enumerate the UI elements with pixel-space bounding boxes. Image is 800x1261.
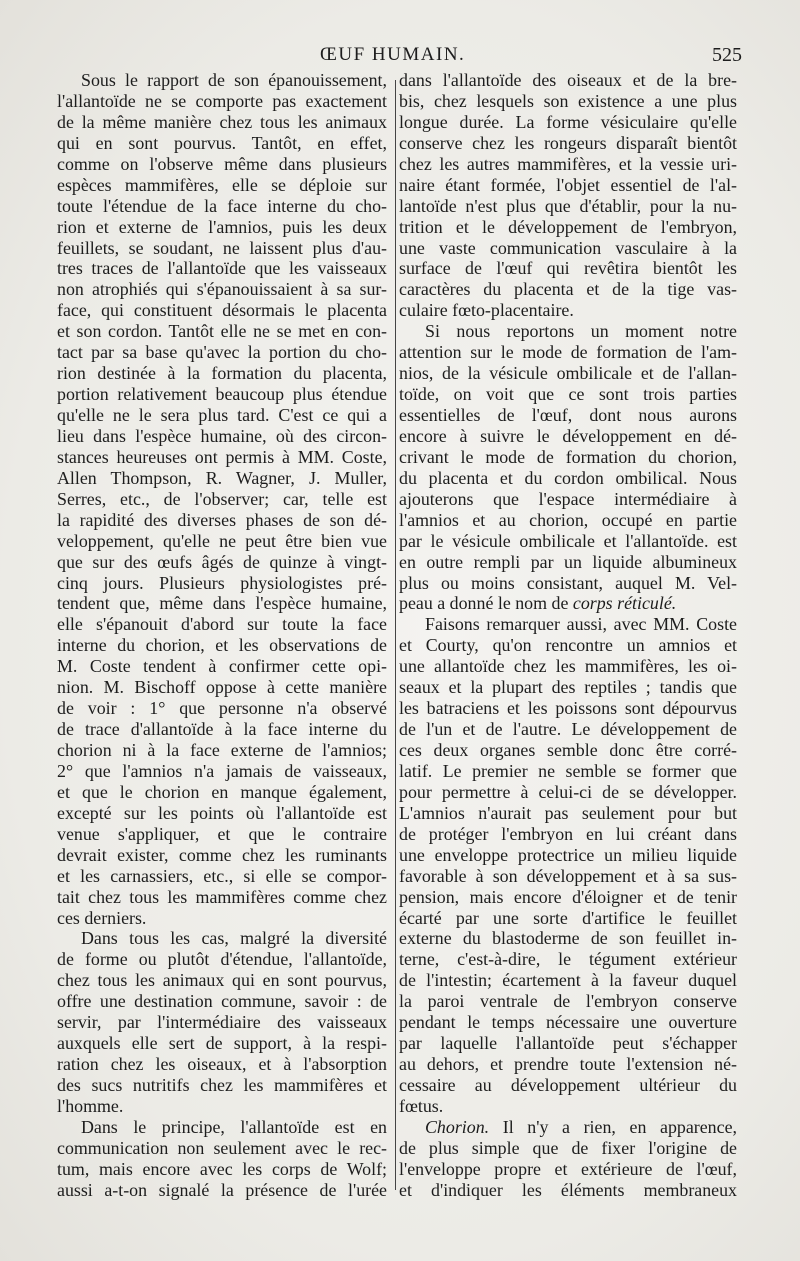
line-text: de protéger l'embryon en lui créant dans (399, 823, 737, 844)
line-text: L'amnios n'aurait pas seulement pour but (399, 802, 737, 823)
text-line (57, 133, 387, 154)
text-line (57, 698, 387, 719)
line-text: les batraciens et les poissons sont dépourvus (399, 698, 737, 719)
line-text: excepté sur les points où l'allantoïde est (57, 802, 387, 823)
line-text: que sur des œufs âgés de quinze à vingt- (57, 551, 387, 572)
line-text: lantoïde n'est plus que d'établir, pour la nu- (399, 195, 737, 216)
line-text: pension, mais encore d'éloigner et de tenir (399, 886, 737, 907)
text-line (57, 740, 387, 761)
line-text: lieu dans l'espèce humaine, où des circon- (57, 425, 387, 446)
line-text: de l'un et de l'autre. Le développement de (399, 719, 737, 740)
line-text: servir, par l'intermédiaire des vaisseaux (57, 1012, 387, 1033)
text-line (57, 656, 387, 677)
line-text: 2° que l'amnios n'a jamais de vaisseaux, (57, 760, 387, 781)
line-text: pendant le temps nécessaire une ouverture (399, 1012, 737, 1033)
left-column (57, 70, 393, 1201)
text-line (57, 614, 387, 635)
line-text: une allantoïde chez les mammifères, les oi- (399, 656, 737, 677)
text-line (57, 217, 387, 238)
text-line (57, 949, 387, 970)
text-line (57, 112, 387, 133)
text-line (399, 719, 737, 740)
line-text: non atrophiés qui s'épanouissaient à sa sur- (57, 279, 387, 300)
line-text: rion destinée à la formation du placenta, (57, 363, 387, 384)
line-text: encore à suivre le développement en dé- (399, 425, 737, 446)
line-text: qui en sont pourvus. Tantôt, en effet, (57, 132, 387, 153)
line-text: dans l'allantoïde des oiseaux et de la bre- (399, 70, 737, 90)
text-line (399, 866, 737, 887)
line-text: culaire fœto-placentaire. (399, 300, 574, 321)
text-line (399, 949, 737, 970)
line-text: stances heureuses ont permis à MM. Coste, (57, 446, 387, 467)
text-line (57, 824, 387, 845)
text-line (399, 593, 737, 614)
text-line (57, 447, 387, 468)
text-line (399, 217, 737, 238)
text-line (399, 1159, 737, 1180)
line-text: une vaste communication vasculaire à la (399, 237, 737, 258)
text-line (399, 342, 737, 363)
line-text: tait chez tous les mammifères comme chez (57, 886, 387, 907)
text-line (57, 1117, 387, 1138)
text-line (57, 196, 387, 217)
line-text: veloppement, qu'elle ne peut être bien vue (57, 530, 387, 551)
text-line (57, 573, 387, 594)
line-text: au dehors, et prendre toute l'extension né- (399, 1054, 737, 1075)
text-line (57, 1180, 387, 1201)
text-line (57, 468, 387, 489)
text-line (399, 1138, 737, 1159)
text-line (57, 719, 387, 740)
text-line (57, 552, 387, 573)
text-line (57, 405, 387, 426)
italic-term: corps réticulé. (572, 593, 677, 614)
text-line (57, 677, 387, 698)
running-title: ŒUF HUMAIN. (320, 44, 466, 65)
line-text: et d'indiquer les éléments membraneux (399, 1179, 737, 1200)
line-text: par laquelle l'allantoïde peut s'échapper (399, 1033, 737, 1054)
line-text: devrait exister, comme chez les ruminants (57, 844, 387, 865)
text-line (57, 1159, 387, 1180)
line-text: plus ou moins consistant, auquel M. Vel- (399, 572, 737, 593)
text-line (399, 803, 737, 824)
line-text: tum, mais encore avec les corps de Wolf; (57, 1158, 387, 1179)
text-line (399, 91, 737, 112)
line-text: cinq jours. Plusieurs physiologistes pré- (57, 572, 387, 593)
line-text: longue durée. La forme vésiculaire qu'elle (399, 111, 737, 132)
text-line (57, 426, 387, 447)
text-line (399, 573, 737, 594)
line-text: bis, chez lesquels son existence a une plus (399, 90, 737, 111)
text-line (57, 635, 387, 656)
line-text: ces derniers. (57, 907, 147, 928)
text-line (399, 887, 737, 908)
text-line (57, 238, 387, 259)
line-text: et que le chorion en manque également, (57, 781, 387, 802)
text-line (399, 761, 737, 782)
italic-heading: Chorion. (425, 1116, 490, 1137)
text-line (399, 510, 737, 531)
right-column (399, 70, 735, 1201)
text-line (57, 321, 387, 342)
line-text: du placenta et du cordon ombilical. Nous (399, 467, 737, 488)
text-line (399, 447, 737, 468)
text-line (399, 1054, 737, 1075)
text-line (399, 635, 737, 656)
line-text: nion. M. Bischoff oppose à cette manière (57, 677, 387, 698)
line-text: Allen Thompson, R. Wagner, J. Muller, (57, 467, 387, 488)
text-line (399, 321, 737, 342)
text-line (57, 970, 387, 991)
line-text: feuillets, se soudant, ne laissent plus d'au- (57, 237, 387, 258)
line-text: auxquels elle sert de support, à la respi- (57, 1033, 387, 1054)
text-line (399, 740, 737, 761)
line-text: venue s'appliquer, et que le contraire (57, 823, 387, 844)
line-text: et les carnassiers, etc., si elle se compor- (57, 865, 387, 886)
text-line (399, 258, 737, 279)
text-line (399, 1096, 737, 1117)
text-line (399, 782, 737, 803)
text-line (399, 175, 737, 196)
text-line (57, 803, 387, 824)
text-line (57, 991, 387, 1012)
line-text: et Courty, qu'on rencontre un amnios et (399, 635, 737, 656)
line-text: toute l'étendue de la face interne du cho- (57, 195, 387, 216)
page-number: 525 (712, 44, 742, 66)
text-line (57, 1054, 387, 1075)
text-line (399, 405, 737, 426)
line-text: aussi a-t-on signalé la présence de l'urée (57, 1179, 387, 1200)
text-line (57, 1075, 387, 1096)
line-text: offre une destination commune, savoir : de (57, 991, 387, 1012)
text-line (57, 1138, 387, 1159)
line-text: trition et le développement de l'embryon, (399, 216, 737, 237)
line-text: une enveloppe protectrice un milieu liquide (399, 844, 737, 865)
line-text: toïde, on voit que ce sont trois parties (399, 384, 737, 405)
text-line (399, 489, 737, 510)
text-line (57, 342, 387, 363)
running-head (0, 44, 800, 70)
line-text: Faisons remarquer aussi, avec MM. Coste (425, 614, 737, 635)
text-line (399, 300, 737, 321)
line-text: Sous le rapport de son épanouissement, (81, 70, 387, 90)
text-line (57, 761, 387, 782)
line-text: l'allantoïde ne se comporte pas exactement (57, 90, 387, 111)
text-line (57, 866, 387, 887)
text-line (399, 1033, 737, 1054)
line-text: latif. Le premier ne semble se former que (399, 760, 737, 781)
line-text: de l'intestin; écartement à la faveur duquel (399, 970, 737, 991)
text-line (399, 384, 737, 405)
text-line (399, 279, 737, 300)
line-text: espèces mammifères, elle se déploie sur (57, 174, 387, 195)
text-line (57, 845, 387, 866)
line-text: face, qui constituent désormais le placenta (57, 300, 387, 321)
line-text: la rapidité des diverses phases de son dé- (57, 509, 387, 530)
line-text: l'homme. (57, 1095, 124, 1116)
line-text: essentielles de l'œuf, dont nous aurons (399, 405, 737, 425)
line-text: comme on l'observe même dans plusieurs (57, 153, 387, 174)
text-line (399, 1075, 737, 1096)
text-line (57, 70, 387, 91)
line-text: qu'elle ne le sera plus tard. C'est ce qui a (57, 405, 387, 425)
line-text: cessaire au développement ultérieur du (399, 1075, 737, 1095)
text-line (399, 552, 737, 573)
line-text: tendent que, même dans l'espèce humaine, (57, 593, 387, 614)
line-text: rion et externe de l'amnios, puis les deux (57, 216, 387, 237)
line-text: en outre rempli par un liquide albumineux (399, 551, 737, 572)
text-line (399, 1012, 737, 1033)
line-text: crivant le mode de formation du chorion, (399, 446, 737, 467)
text-line (399, 468, 737, 489)
line-text: chez tous les animaux qui en sont pourvus, (57, 970, 387, 991)
text-line (399, 426, 737, 447)
line-text: M. Coste tendent à confirmer cette opi- (57, 656, 387, 677)
text-line (399, 1117, 737, 1138)
text-line (399, 133, 737, 154)
line-text: tres traces de l'allantoïde que les vaisseaux (57, 258, 387, 279)
text-line (57, 593, 387, 614)
line-text: favorable à son développement et à sa sus- (399, 865, 737, 886)
text-line (399, 363, 737, 384)
line-text: Dans le principe, l'allantoïde est en (81, 1116, 387, 1137)
text-line (399, 677, 737, 698)
text-line (57, 782, 387, 803)
line-text: Dans tous les cas, malgré la diversité (81, 928, 387, 949)
text-line (399, 154, 737, 175)
text-line (57, 175, 387, 196)
line-text: Serres, etc., de l'observer; car, telle est (57, 488, 387, 509)
text-line (57, 1033, 387, 1054)
text-line (399, 1180, 737, 1201)
line-text: Si nous reportons un moment notre (425, 321, 737, 342)
text-line (57, 1012, 387, 1033)
text-line (399, 238, 737, 259)
text-line (57, 384, 387, 405)
text-line (399, 656, 737, 677)
text-line (399, 991, 737, 1012)
line-text: elle s'épanouit d'abord sur toute la face (57, 614, 387, 635)
line-text: Il n'y a rien, en apparence, (502, 1116, 737, 1137)
line-text: l'enveloppe propre et extérieure de l'œuf, (399, 1158, 737, 1179)
text-line (57, 154, 387, 175)
text-line (57, 908, 387, 929)
line-text: ces deux organes semble donc être corré- (399, 740, 737, 760)
text-line (57, 1096, 387, 1117)
line-text: de trace d'allantoïde à la face interne du (57, 719, 387, 740)
text-line (399, 531, 737, 552)
line-text: et son cordon. Tantôt elle ne se met en con- (57, 321, 387, 342)
text-line (399, 112, 737, 133)
text-line (399, 196, 737, 217)
line-text: chez les autres mammifères, et la vessie uri- (399, 153, 737, 174)
text-line (57, 300, 387, 321)
line-text: caractères du placenta et de la tige vas- (399, 279, 737, 300)
line-text: de forme ou plutôt d'étendue, l'allantoïde, (57, 949, 387, 970)
line-text: la paroi ventrale de l'embryon conserve (399, 991, 737, 1012)
text-line (399, 614, 737, 635)
line-text: externe du blastoderme de son feuillet in- (399, 928, 737, 949)
text-line (57, 363, 387, 384)
text-line (57, 258, 387, 279)
line-text: seaux et la plupart des reptiles ; tandis que (399, 677, 737, 698)
text-line (399, 70, 737, 91)
line-text: attention sur le mode de formation de l'am- (399, 342, 737, 363)
line-text: peau a donné le nom de (399, 593, 569, 614)
text-line (57, 887, 387, 908)
line-text: écarté par une sorte d'artifice le feuillet (399, 907, 737, 928)
text-line (399, 908, 737, 929)
text-line (399, 970, 737, 991)
text-line (57, 510, 387, 531)
text-line (399, 928, 737, 949)
line-text: de voir : 1° que personne n'a observé (57, 698, 387, 719)
line-text: l'amnios et au chorion, occupé en partie (399, 509, 737, 530)
text-line (57, 531, 387, 552)
text-line (399, 824, 737, 845)
line-text: de plus simple que de fixer l'origine de (399, 1137, 737, 1158)
line-text: par le vésicule ombilicale et l'allantoïde. est (399, 530, 737, 551)
line-text: nios, de la vésicule ombilicale et de l'allan- (399, 363, 737, 384)
line-text: chorion ni à la face externe de l'amnios; (57, 740, 387, 760)
text-line (399, 845, 737, 866)
line-text: des sucs nutritifs chez les mammifères et (57, 1075, 387, 1095)
text-line (57, 489, 387, 510)
line-text: interne du chorion, et les observations de (57, 635, 387, 656)
line-text: portion relativement beaucoup plus étendue (57, 384, 387, 405)
line-text: de la même manière chez tous les animaux (57, 111, 387, 132)
column-divider (395, 80, 396, 1190)
line-text: fœtus. (399, 1095, 444, 1116)
line-text: communication non seulement avec le rec- (57, 1137, 387, 1158)
text-line (57, 928, 387, 949)
line-text: conserve chez les rongeurs disparaît bientôt (399, 132, 737, 153)
line-text: surface de l'œuf qui revêtira bientôt les (399, 258, 737, 279)
line-text: ajouterons que l'espace intermédiaire à (399, 488, 737, 509)
line-text: naire étant formée, l'objet essentiel de l'al- (399, 174, 737, 195)
line-text: tact par sa base qu'avec la portion du cho- (57, 342, 387, 363)
text-line (57, 279, 387, 300)
line-text: terne, c'est-à-dire, le tégument extérieur (399, 949, 737, 970)
text-line (399, 698, 737, 719)
line-text: pour permettre à celui-ci de se développer. (399, 781, 737, 802)
line-text: ration chez les oiseaux, et à l'absorption (57, 1054, 387, 1075)
text-line (57, 91, 387, 112)
